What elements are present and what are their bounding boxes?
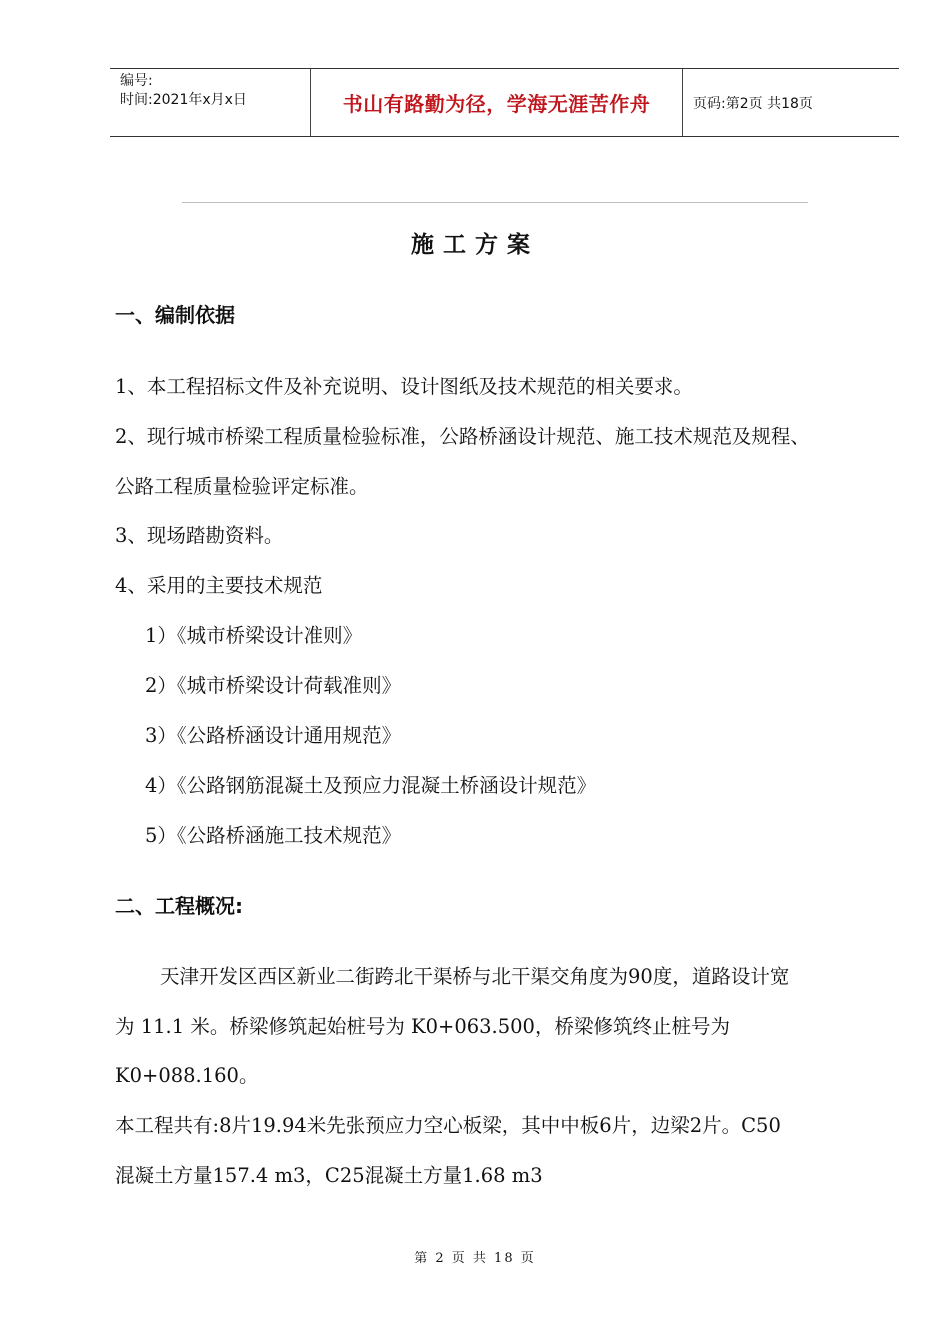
basis-item: 3、现场踏勘资料。 <box>115 524 284 547</box>
overview-line: K0+088.160。 <box>115 1064 259 1087</box>
overview-line: 天津开发区西区新业二街跨北干渠桥与北干渠交角度为90度，道路设计宽 <box>160 965 790 988</box>
header-page-cell <box>683 69 899 136</box>
document-title: 施工方案 <box>411 232 539 258</box>
basis-item: 4、采用的主要技术规范 <box>115 574 323 597</box>
spec-item: 2）《城市桥梁设计荷载准则》 <box>145 674 402 697</box>
header-motto: 书山有路勤为径，学海无涯苦作舟 <box>342 92 651 116</box>
header-page-info: 页码:第2页 共18页 <box>693 95 813 112</box>
header-meta-cell <box>110 69 311 136</box>
section-heading-overview: 二、工程概况: <box>115 894 243 918</box>
basis-item: 1、本工程招标文件及补充说明、设计图纸及技术规范的相关要求。 <box>115 375 693 398</box>
header-table <box>110 68 899 137</box>
spec-item: 1）《城市桥梁设计准则》 <box>145 624 363 647</box>
section-heading-basis: 一、编制依据 <box>115 303 235 327</box>
overview-line: 为 11.1 米。桥梁修筑起始桩号为 K0+063.500，桥梁修筑终止桩号为 <box>115 1015 730 1038</box>
spec-item: 3）《公路桥涵设计通用规范》 <box>145 724 402 747</box>
header-divider <box>182 202 808 203</box>
document-time-label: 时间:2021年x月x日 <box>120 92 247 108</box>
basis-item: 公路工程质量检验评定标准。 <box>115 475 369 498</box>
overview-line: 本工程共有:8片19.94米先张预应力空心板梁，其中中板6片，边梁2片。C50 <box>115 1114 781 1137</box>
document-number-label: 编号: <box>120 73 153 89</box>
basis-item: 2、现行城市桥梁工程质量检验标准，公路桥涵设计规范、施工技术规范及规程、 <box>115 425 810 448</box>
spec-item: 4）《公路钢筋混凝土及预应力混凝土桥涵设计规范》 <box>145 774 597 797</box>
spec-item: 5）《公路桥涵施工技术规范》 <box>145 824 402 847</box>
page-footer: 第 2 页 共 18 页 <box>414 1251 536 1266</box>
overview-line: 混凝土方量157.4 m3，C25混凝土方量1.68 m3 <box>115 1164 543 1187</box>
header-motto-cell <box>311 69 683 136</box>
